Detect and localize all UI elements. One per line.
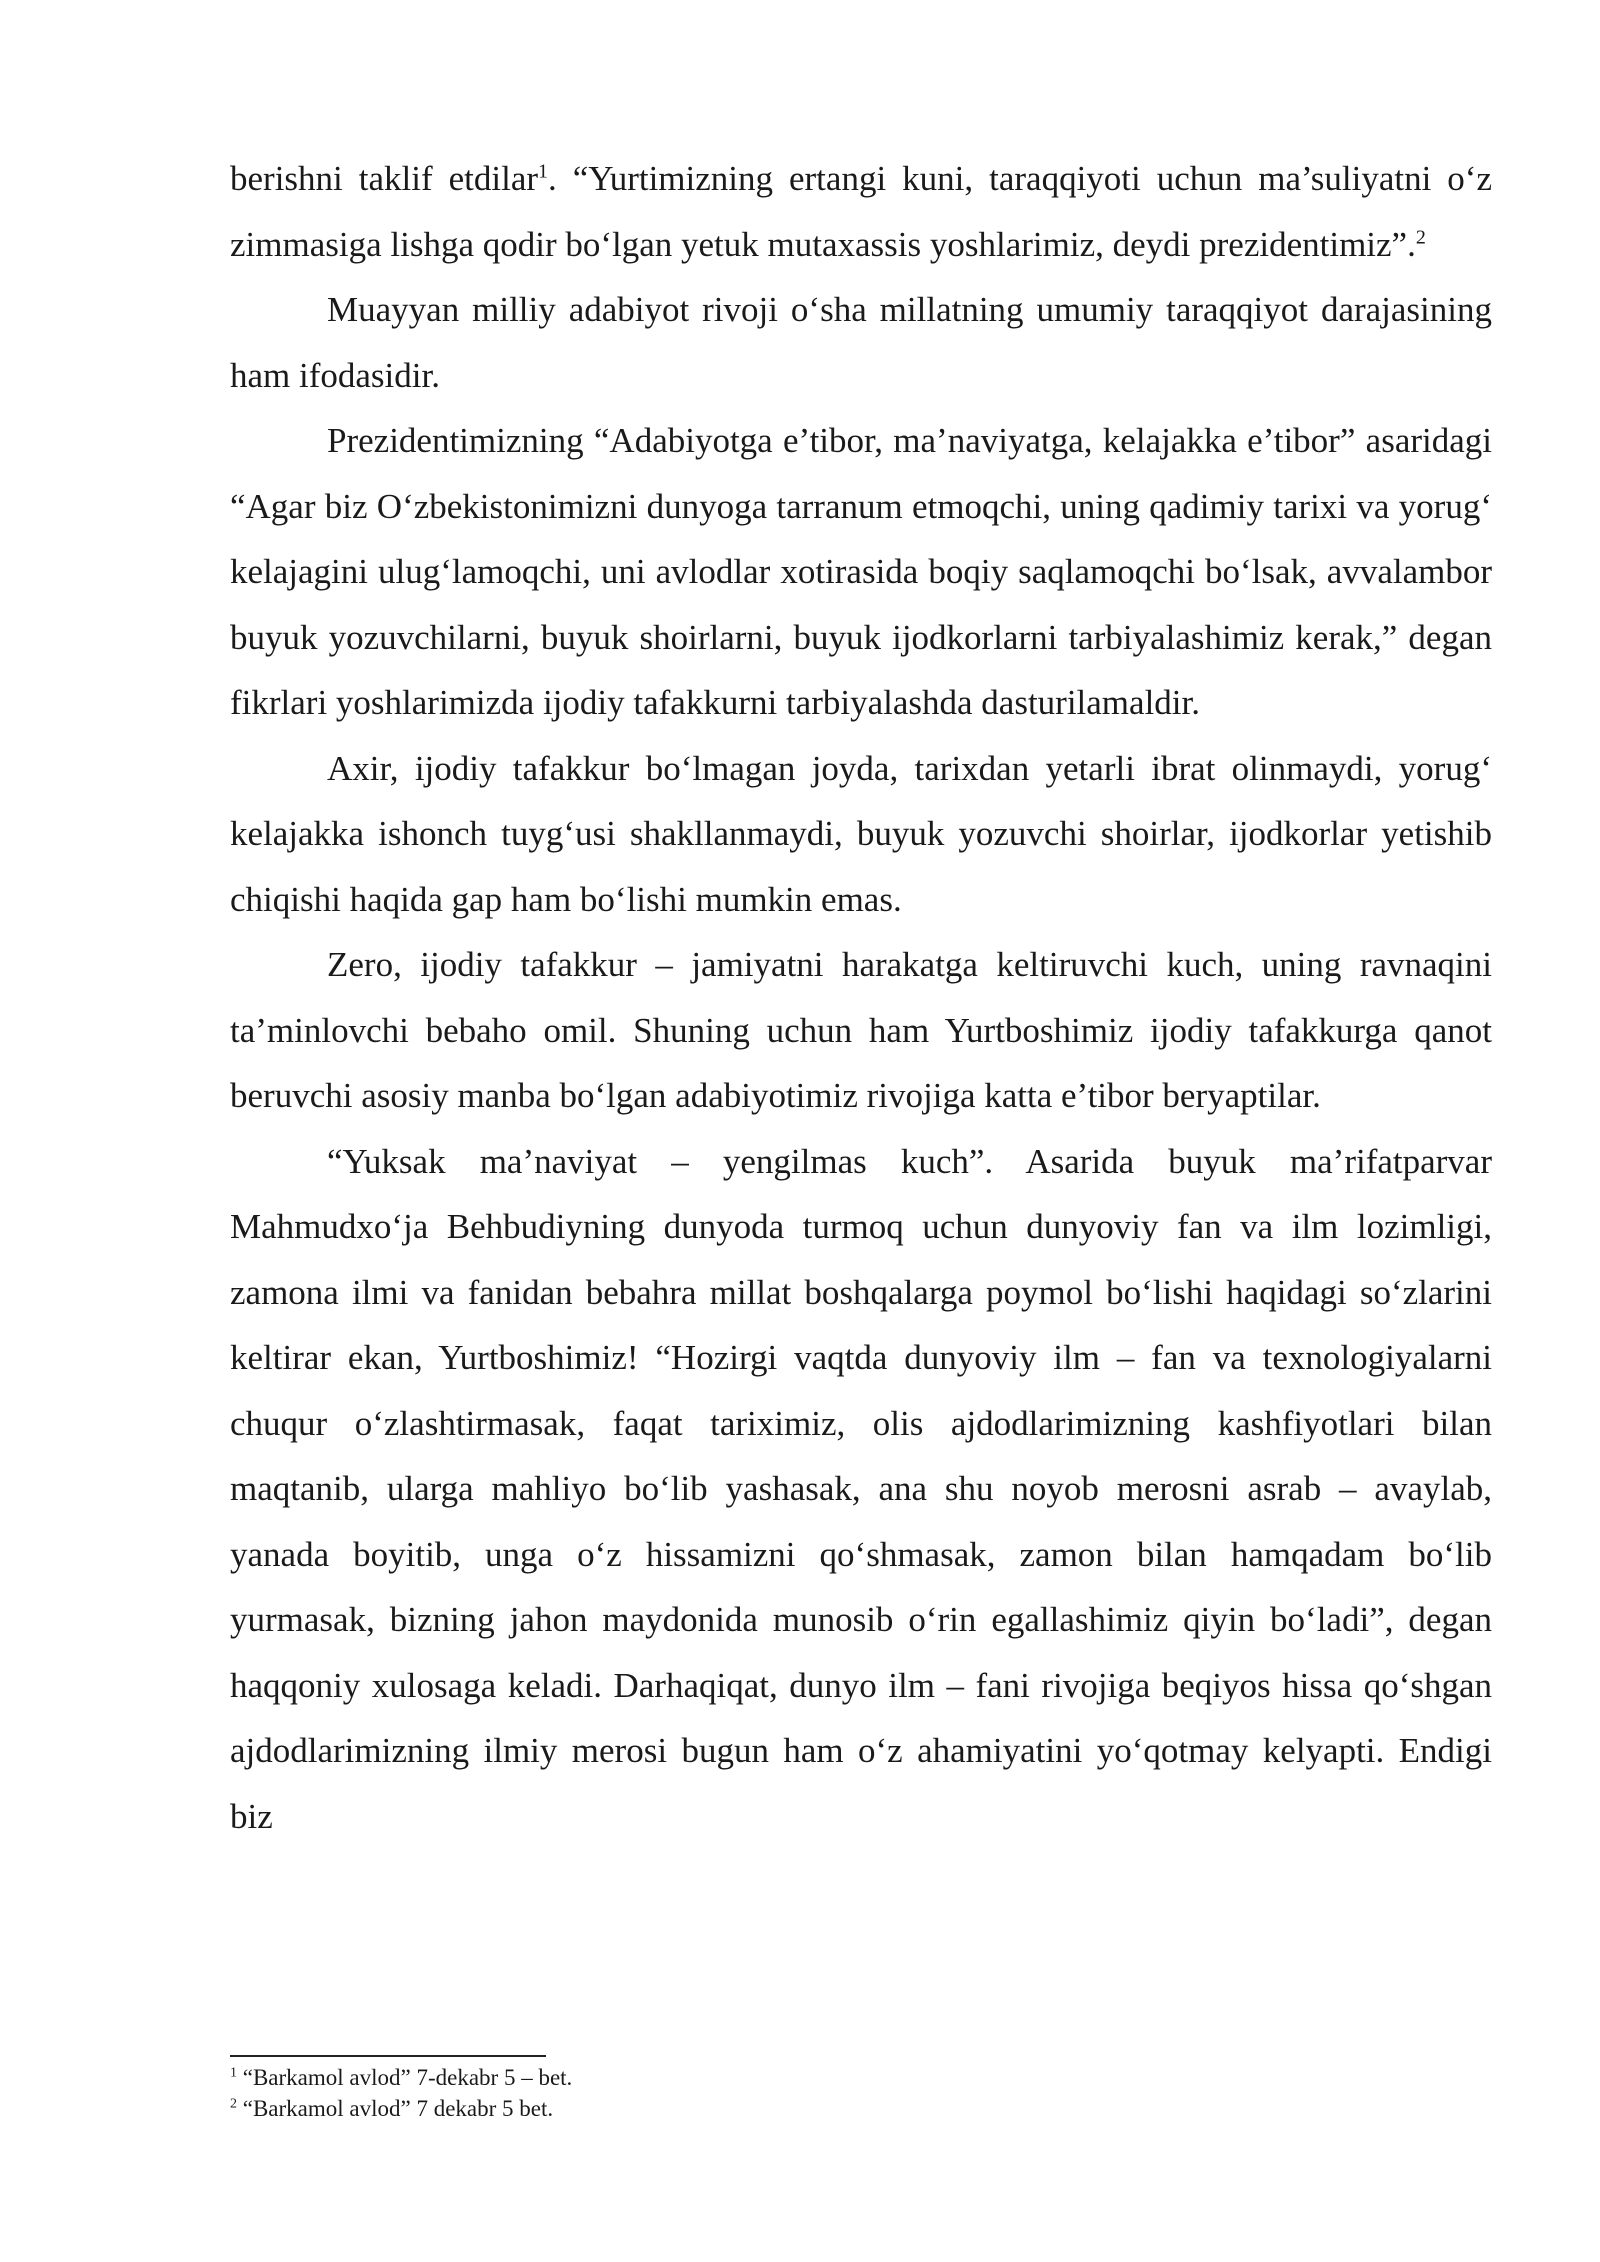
paragraph-6: “Yuksak ma’naviyat – yengilmas kuch”. Asarida buyuk ma’rifatparvar Mahmudxo‘ja Behbudiyning dunyoda turmoq uchun dunyoviy fan va ilm lozimligi, zamona ilmi va fanidan bebahra millat boshqalarga poymol bo‘lishi haqidagi so‘zlarini keltirar ekan, Yurtboshimiz! “Hozirgi vaqtda dunyoviy ilm – fan va texnologiyalarni chuqur o‘zlashtirmasak, faqat tariximiz, olis ajdodlarimizning kashfiyotlari bilan maqtanib, ularga mahliyo bo‘lib yashasak, ana shu noyob merosni asrab – avaylab, yanada boyitib, unga o‘z hissamizni qo‘shmasak, zamon bilan hamqadam bo‘lib yurmasak, bizning jahon maydonida munosib o‘rin egallashimiz qiyin bo‘ladi”, degan haqqoniy xulosaga keladi. Darhaqiqat, dunyo ilm – fani rivojiga beqiyos hissa qo‘shgan ajdodlarimizning ilmiy merosi bugun ham o‘z ahamiyatini yo‘qotmay kelyapti. Endigi biz	[230, 1141, 1492, 1836]
footnote-2-text: “Barkamol avlod” 7 dekabr 5 bet.	[237, 2096, 554, 2121]
footnote-separator	[230, 2055, 546, 2057]
paragraph-4: Axir, ijodiy tafakkur bo‘lmagan joyda, tarixdan yetarli ibrat olinmaydi, yorug‘ kelajakka ishonch tuyg‘usi shakllanmaydi, buyuk yozuvchi shoirlar, ijodkorlar yetishib chiqishi haqida gap ham bo‘lishi mumkin emas.	[230, 748, 1492, 919]
footnote-1-text: “Barkamol avlod” 7-dekabr 5 – bet.	[237, 2065, 573, 2090]
paragraph-5: Zero, ijodiy tafakkur – jamiyatni harakatga keltiruvchi kuch, uning ravnaqini ta’minlovchi bebaho omil. Shuning uchun ham Yurtboshimiz ijodiy tafakkurga qanot beruvchi asosiy manba bo‘lgan adabiyotimiz rivojiga katta e’tibor beryaptilar.	[230, 945, 1492, 1115]
footnote-2	[230, 2093, 1492, 2124]
footnote-ref-2: 2	[1415, 225, 1426, 248]
footnote-ref-1: 1	[538, 160, 549, 183]
paragraph-3: Prezidentimizning “Adabiyotga e’tibor, ma’naviyatga, kelajakka e’tibor” asaridagi “Agar biz O‘zbekistonimizni dunyoga tarranum etmoqchi, uning qadimiy tarixi va yorug‘ kelajagini ulug‘lamoqchi, uni avlodlar xotirasida boqiy saqlamoqchi bo‘lsak, avvalambor buyuk yozuvchilarni, buyuk shoirlarni, buyuk ijodkorlarni tarbiyalashimiz kerak,” degan fikrlari yoshlarimizda ijodiy tafakkurni tarbiyalashda dasturilamaldir.	[230, 421, 1492, 722]
footnote-1	[230, 2062, 1492, 2093]
paragraph-2: Muayyan milliy adabiyot rivoji o‘sha millatning umumiy taraqqiyot darajasining ham ifodasidir.	[230, 290, 1492, 395]
footnotes	[230, 2062, 1492, 2124]
footnote-2-number: 2	[230, 2096, 237, 2112]
paragraph-1-text-b: . “Yurtimizning ertangi kuni, taraqqiyoti uchun ma’suliyatni o‘z zimmasiga lishga qodir bo‘lgan yetuk mutaxassis yoshlarimiz, deydi prezidentimiz”.	[230, 159, 1492, 264]
footnote-1-number: 1	[230, 2065, 237, 2081]
document-body	[230, 146, 1492, 1849]
paragraph-1-text-a: berishni taklif etdilar	[230, 159, 539, 198]
paragraph-1	[230, 146, 1492, 277]
